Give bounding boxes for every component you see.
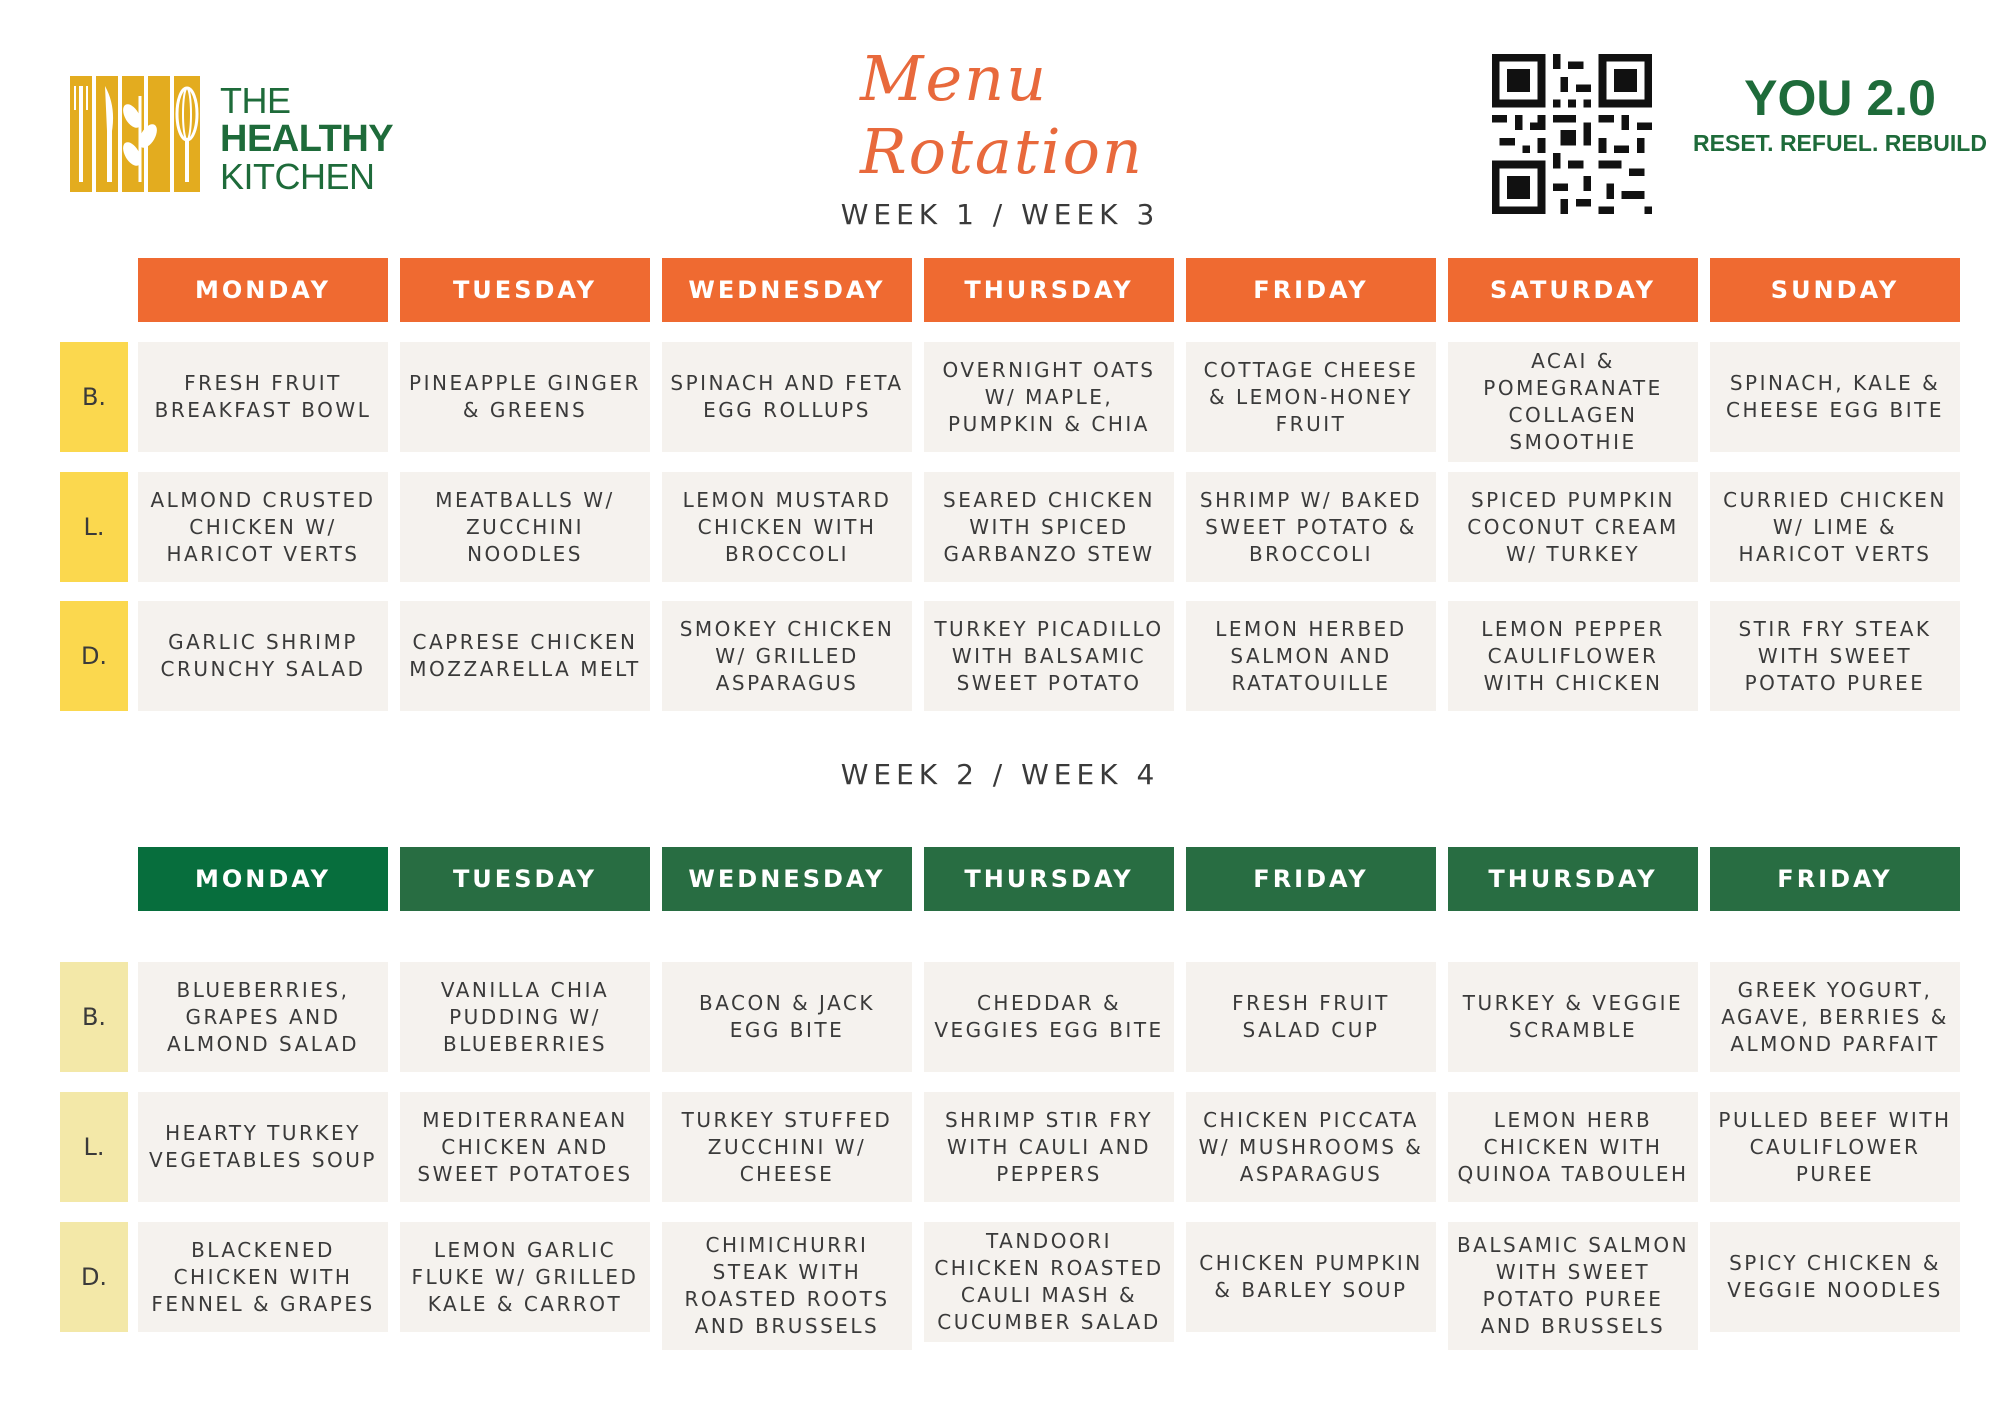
week-2-meal-cell: BALSAMIC SALMON WITH SWEET POTATO PUREE AND BRUSSELS — [1448, 1222, 1698, 1350]
week-1-heading: WEEK 1 / WEEK 3 — [840, 198, 1160, 231]
week-2-heading: WEEK 2 / WEEK 4 — [840, 758, 1160, 791]
logo-line-2: HEALTHY — [220, 118, 394, 160]
week-2-meal-cell: SPICY CHICKEN & VEGGIE NOODLES — [1710, 1222, 1960, 1332]
week-2-meal-cell: HEARTY TURKEY VEGETABLES SOUP — [138, 1092, 388, 1202]
week-1-meal-cell: LEMON MUSTARD CHICKEN WITH BROCCOLI — [662, 472, 912, 582]
week-1-meal-cell: MEATBALLS W/ ZUCCHINI NOODLES — [400, 472, 650, 582]
week-2-meal-cell: VANILLA CHIA PUDDING W/ BLUEBERRIES — [400, 962, 650, 1072]
week-1-day-thursday: THURSDAY — [924, 258, 1174, 322]
week-1-meal-cell: PINEAPPLE GINGER & GREENS — [400, 342, 650, 452]
week-1-lunch-label: L. — [60, 472, 128, 582]
week-1-meal-cell: FRESH FRUIT BREAKFAST BOWL — [138, 342, 388, 452]
week-2-meal-cell: CHICKEN PUMPKIN & BARLEY SOUP — [1186, 1222, 1436, 1332]
week-1-meal-cell: SPINACH, KALE & CHEESE EGG BITE — [1710, 342, 1960, 452]
week-2-meal-cell: BLACKENED CHICKEN WITH FENNEL & GRAPES — [138, 1222, 388, 1332]
week-2-meal-cell: LEMON HERB CHICKEN WITH QUINOA TABOULEH — [1448, 1092, 1698, 1202]
week-1-meal-cell: CAPRESE CHICKEN MOZZARELLA MELT — [400, 601, 650, 711]
brand-name: YOU 2.0 — [1744, 70, 1936, 126]
logo-wordmark — [220, 82, 393, 196]
week-2-day-header-row — [0, 847, 2000, 911]
week-2-day-friday: FRIDAY — [1186, 847, 1436, 911]
week-1-day-friday: FRIDAY — [1186, 258, 1436, 322]
week-2-meal-cell: PULLED BEEF WITH CAULIFLOWER PUREE — [1710, 1092, 1960, 1202]
week-1-day-sunday: SUNDAY — [1710, 258, 1960, 322]
week-2-meal-cell: CHICKEN PICCATA W/ MUSHROOMS & ASPARAGUS — [1186, 1092, 1436, 1202]
week-2-day-monday: MONDAY — [138, 847, 388, 911]
week-2-meal-cell: TURKEY & VEGGIE SCRAMBLE — [1448, 962, 1698, 1072]
week-2-day-tuesday: TUESDAY — [400, 847, 650, 911]
week-2-meal-cell: LEMON GARLIC FLUKE W/ GRILLED KALE & CARROT — [400, 1222, 650, 1332]
week-2-day-thursday-2: THURSDAY — [1448, 847, 1698, 911]
week-2-meal-cell: BACON & JACK EGG BITE — [662, 962, 912, 1072]
week-1-day-wednesday: WEDNESDAY — [662, 258, 912, 322]
week-1-meal-cell: ALMOND CRUSTED CHICKEN W/ HARICOT VERTS — [138, 472, 388, 582]
week-1-day-header-row — [0, 258, 2000, 322]
week-2-meal-cell: CHEDDAR & VEGGIES EGG BITE — [924, 962, 1174, 1072]
week-2-meal-cell: CHIMICHURRI STEAK WITH ROASTED ROOTS AND BRUSSELS — [662, 1222, 912, 1350]
week-2-lunch-label: L. — [60, 1092, 128, 1202]
week-2-meal-cell: BLUEBERRIES, GRAPES AND ALMOND SALAD — [138, 962, 388, 1072]
week-1-meal-cell: SPICED PUMPKIN COCONUT CREAM W/ TURKEY — [1448, 472, 1698, 582]
week-1-day-saturday: SATURDAY — [1448, 258, 1698, 322]
week-1-dinner-label: D. — [60, 601, 128, 711]
week-2-meal-cell: GREEK YOGURT, AGAVE, BERRIES & ALMOND PARFAIT — [1710, 962, 1960, 1072]
week-1-meal-cell: OVERNIGHT OATS W/ MAPLE, PUMPKIN & CHIA — [924, 342, 1174, 452]
page-title: Menu Rotation — [860, 42, 1144, 188]
week-1-meal-cell: SMOKEY CHICKEN W/ GRILLED ASPARAGUS — [662, 601, 912, 711]
week-2-dinner-label: D. — [60, 1222, 128, 1332]
week-2-meal-cell: MEDITERRANEAN CHICKEN AND SWEET POTATOES — [400, 1092, 650, 1202]
logo-line-3: KITCHEN — [220, 156, 375, 197]
week-2-meal-cell: SHRIMP STIR FRY WITH CAULI AND PEPPERS — [924, 1092, 1174, 1202]
brand-block — [1680, 68, 2000, 158]
week-1-day-monday: MONDAY — [138, 258, 388, 322]
week-1-meal-cell: TURKEY PICADILLO WITH BALSAMIC SWEET POTATO — [924, 601, 1174, 711]
qr-code-icon — [1492, 54, 1652, 214]
week-1-meal-cell: ACAI & POMEGRANATE COLLAGEN SMOOTHIE — [1448, 342, 1698, 462]
week-2-meal-cell: TANDOORI CHICKEN ROASTED CAULI MASH & CUCUMBER SALAD — [924, 1222, 1174, 1342]
week-1-meal-cell: LEMON PEPPER CAULIFLOWER WITH CHICKEN — [1448, 601, 1698, 711]
healthy-kitchen-logo — [70, 76, 394, 197]
week-1-meal-cell: GARLIC SHRIMP CRUNCHY SALAD — [138, 601, 388, 711]
logo-line-1: THE — [220, 80, 291, 121]
week-1-breakfast-label: B. — [60, 342, 128, 452]
week-2-meal-cell: TURKEY STUFFED ZUCCHINI W/ CHEESE — [662, 1092, 912, 1202]
week-2-meal-cell: FRESH FRUIT SALAD CUP — [1186, 962, 1436, 1072]
week-2-day-wednesday: WEDNESDAY — [662, 847, 912, 911]
week-1-meal-cell: SHRIMP W/ BAKED SWEET POTATO & BROCCOLI — [1186, 472, 1436, 582]
week-2-breakfast-label: B. — [60, 962, 128, 1072]
brand-tagline: RESET. REFUEL. REBUILD — [1693, 130, 1987, 156]
kitchen-utensils-icon — [70, 76, 200, 192]
week-1-meal-cell: STIR FRY STEAK WITH SWEET POTATO PUREE — [1710, 601, 1960, 711]
week-2-day-friday-2: FRIDAY — [1710, 847, 1960, 911]
week-2-day-thursday: THURSDAY — [924, 847, 1174, 911]
week-1-meal-cell: COTTAGE CHEESE & LEMON-HONEY FRUIT — [1186, 342, 1436, 452]
week-1-day-tuesday: TUESDAY — [400, 258, 650, 322]
week-1-meal-cell: LEMON HERBED SALMON AND RATATOUILLE — [1186, 601, 1436, 711]
week-1-meal-cell: SPINACH AND FETA EGG ROLLUPS — [662, 342, 912, 452]
week-1-meal-cell: SEARED CHICKEN WITH SPICED GARBANZO STEW — [924, 472, 1174, 582]
week-1-meal-cell: CURRIED CHICKEN W/ LIME & HARICOT VERTS — [1710, 472, 1960, 582]
